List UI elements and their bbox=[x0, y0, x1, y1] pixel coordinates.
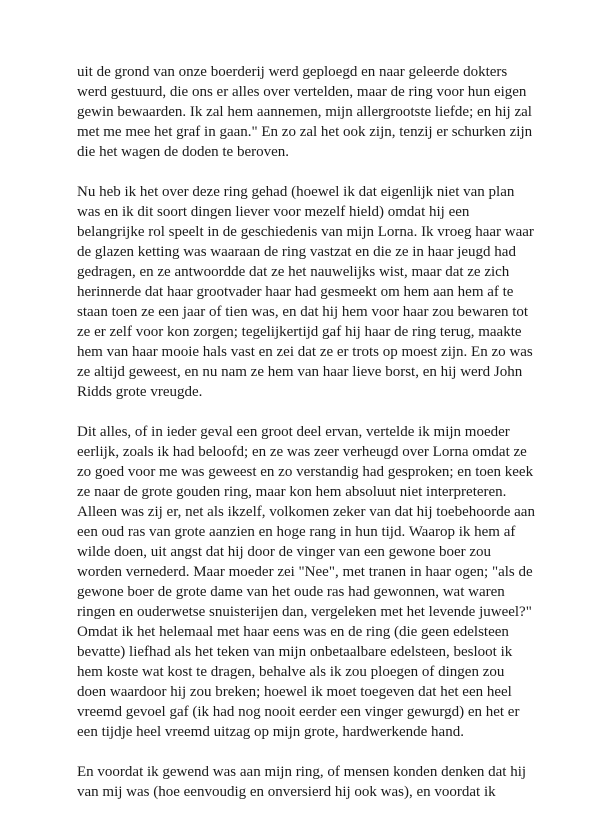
text-line: doen waardoor hij zou breken; hoewel ik moet toegeven dat het een heel bbox=[77, 684, 512, 700]
text-line: een oud ras van grote aanzien en hoge rang in hun tijd. Waarop ik hem af bbox=[77, 524, 516, 540]
text-line: een tijdje heel vreemd uitzag op mijn grote, hardwerkende hand. bbox=[77, 724, 464, 740]
text-line: met me mee het graf in gaan." En zo zal het ook zijn, tenzij er schurken zijn bbox=[77, 124, 533, 140]
text-line: Alleen was zij er, net als ikzelf, volkomen zeker van dat hij toebehoorde aan bbox=[77, 504, 535, 520]
text-line: staan toen ze een jaar of tien was, en dat hij hem voor haar zou bewaren tot bbox=[77, 304, 529, 320]
text-line: was en ik dit soort dingen liever voor mezelf hield) omdat hij een bbox=[77, 204, 470, 220]
text-line: ze er zelf voor kon zorgen; tegelijkertijd gaf hij haar de ring terug, maakte bbox=[77, 324, 522, 340]
text-line: hem koste wat kost te dragen, behalve als ik zou ploegen of dingen zou bbox=[77, 664, 505, 680]
paragraph-2 bbox=[77, 182, 534, 402]
text-line: zo goed voor me was geweest en zo verstandig had gesproken; en toen keek bbox=[77, 464, 534, 480]
text-line: vreemd gevoel gaf (ik had nog nooit eerder een vinger gewurgd) en het er bbox=[77, 704, 520, 720]
text-line: gewin bewaarden. Ik zal hem aannemen, mijn allergrootste liefde; en hij zal bbox=[77, 104, 532, 120]
paragraph-3 bbox=[77, 422, 535, 742]
text-line: Omdat ik het helemaal met haar eens was en de ring (die geen edelsteen bbox=[77, 624, 509, 640]
text-line: ze altijd geweest, en nu nam ze hem van haar lieve borst, en hij werd John bbox=[77, 364, 523, 380]
text-line: herinnerde dat haar grootvader haar had gesmeekt om hem aan hem af te bbox=[77, 284, 514, 300]
text-line: gedragen, en ze antwoordde dat ze het nauwelijks wist, maar dat ze zich bbox=[77, 264, 510, 280]
text-column bbox=[77, 62, 535, 822]
text-line: ze naar de grote gouden ring, maar kon hem absoluut niet interpreteren. bbox=[77, 484, 507, 500]
text-line: Dit alles, of in ieder geval een groot deel ervan, vertelde ik mijn moeder bbox=[77, 424, 510, 440]
text-line: Nu heb ik het over deze ring gehad (hoewel ik dat eigenlijk niet van plan bbox=[77, 184, 515, 200]
text-line: werd gestuurd, die ons er alles over vertelden, maar de ring voor hun eigen bbox=[77, 84, 527, 100]
text-line: de glazen ketting was waaraan de ring vastzat en die ze in haar jeugd had bbox=[77, 244, 516, 260]
text-line: die het wagen de doden te beroven. bbox=[77, 144, 289, 160]
paragraph-4 bbox=[77, 762, 529, 802]
text-line: hem van haar mooie hals vast en zei dat ze er trots op moest zijn. En zo was bbox=[77, 344, 533, 360]
text-line: gewone boer de grote dame van het oude ras had gewonnen, wat waren bbox=[77, 584, 505, 600]
text-line: ringen en ouderwetse snuisterijen dan, vergeleken met het levende juweel?" bbox=[77, 604, 532, 620]
text-line: belangrijke rol speelt in de geschiedenis van mijn Lorna. Ik vroeg haar waar bbox=[77, 224, 534, 240]
text-line: En voordat ik gewend was aan mijn ring, of mensen konden denken dat hij bbox=[77, 764, 527, 780]
text-line: van mij was (hoe eenvoudig en onversierd hij ook was), en voordat ik bbox=[77, 784, 496, 800]
text-line: worden vernederd. Maar moeder zei "Nee", met tranen in haar ogen; "als de bbox=[77, 564, 533, 580]
text-line: bevatte) liefhad als het teken van mijn onbetaalbare edelsteen, besloot ik bbox=[77, 644, 513, 660]
paragraph-1 bbox=[77, 62, 533, 162]
text-line: uit de grond van onze boerderij werd geploegd en naar geleerde dokters bbox=[77, 64, 508, 80]
text-line: eerlijk, zoals ik had beloofd; en ze was zeer verheugd over Lorna omdat ze bbox=[77, 444, 527, 460]
text-line: Ridds grote vreugde. bbox=[77, 384, 203, 400]
text-line: wilde doen, uit angst dat hij door de vinger van een gewone boer zou bbox=[77, 544, 492, 560]
